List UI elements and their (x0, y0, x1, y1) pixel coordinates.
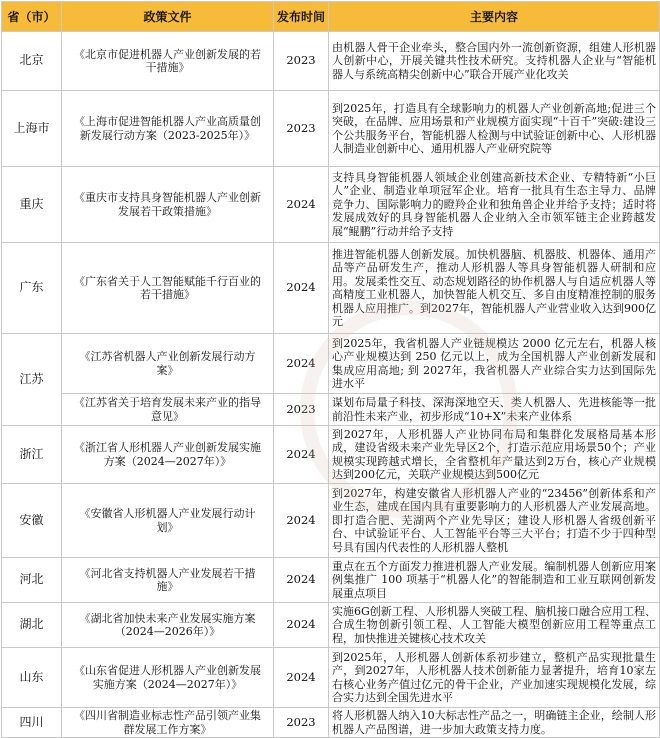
year-cell: 2024 (274, 334, 329, 394)
year-cell: 2023 (274, 91, 329, 167)
province-cell: 重庆 (2, 167, 62, 243)
policy-cell: 《河北省支持机器人产业发展若干措施》 (62, 558, 274, 603)
table-row (2, 558, 660, 603)
content-cell: 到2025年，打造具有全球影响力的机器人产业创新高地;促进三个突破，在品牌、应用场景和产业规模方面实现“十百千”突破:建设三个公共服务平台，智能机器人检测与中试验证创新中心、人形机器人制造业创新中心、通用机器人产业研究院等 (329, 91, 660, 167)
policy-cell: 《四川省制造业标志性产品引领产业集群发展工作方案》 (62, 708, 274, 738)
province-cell: 安徽 (2, 484, 62, 558)
year-cell: 2024 (274, 167, 329, 243)
province-cell: 北京 (2, 32, 62, 91)
content-cell: 谋划布局量子科技、深海深地空天、类人机器人、先进核能等一批前沿性未来产业，初步形成“10+X”未来产业体系 (329, 394, 660, 426)
table-row (2, 603, 660, 648)
province-cell: 广东 (2, 243, 62, 334)
year-cell: 2024 (274, 426, 329, 484)
province-cell: 湖北 (2, 603, 62, 648)
policy-cell: 《上海市促进智能机器人产业高质量创新发展行动方案（2023-2025年）》 (62, 91, 274, 167)
province-cell: 上海市 (2, 91, 62, 167)
table-row (2, 334, 660, 394)
year-cell: 2024 (274, 648, 329, 708)
year-cell: 2024 (274, 243, 329, 334)
content-cell: 到2027年，人形机器人产业协同布局和集群化发展格局基本形成，建设省级未来产业先导区2个，打造示范应用场景50个；产业规模实现跨越式增长，全省整机年产量达到2万台，核心产业规模达到200亿元，关联产业规模达到500亿元 (329, 426, 660, 484)
content-cell: 重点在五个方面发力推进机器人产业发展。编制机器人创新应用案例集推广 100 项基于“机器人化”的智能制造和工业互联网创新发展重点项目 (329, 558, 660, 603)
table-row (2, 484, 660, 558)
province-cell: 江苏 (2, 334, 62, 426)
province-cell: 山东 (2, 648, 62, 708)
table-header-row (2, 2, 660, 32)
year-cell: 2023 (274, 394, 329, 426)
policy-cell: 《湖北省加快未来产业发展实施方案（2024—2026年）》 (62, 603, 274, 648)
table-row (2, 394, 660, 426)
policy-cell: 《山东省促进人形机器人产业创新发展实施方案（2024—2027年）》 (62, 648, 274, 708)
policy-cell: 《江苏省关于培育发展未来产业的指导意见》 (62, 394, 274, 426)
table-row (2, 708, 660, 738)
year-cell: 2024 (274, 603, 329, 648)
province-cell: 四川 (2, 708, 62, 738)
year-cell: 2024 (274, 558, 329, 603)
table-row (2, 243, 660, 334)
policy-cell: 《安徽省人形机器人产业发展行动计划》 (62, 484, 274, 558)
content-cell: 支持具身智能机器人领域企业创建高新技术企业、专精特新“小巨人”企业、制造业单项冠军企业。培育一批具有生态主导力、品牌竞争力、国际影响力的瞪羚企业和独角兽企业并给予支持；适时将发展成效好的具身智能机器人企业纳入全市领军链主企业跨越发展“鲲鹏”行动并给予支持 (329, 167, 660, 243)
content-cell: 实施6G创新工程、人形机器人突破工程、脑机接口融合应用工程、合成生物创新引领工程、人工智能大模型创新应用工程等重点工程，加快推进关键核心技术攻关 (329, 603, 660, 648)
table-row (2, 167, 660, 243)
header-year: 发布时间 (274, 2, 329, 32)
content-cell: 到2027年，构建安徽省人形机器人产业的“23456”创新体系和产业生态，建成在国内具有重要影响力的人形机器人产业发展高地。即打造合肥、芜湖两个产业先导区；建设人形机器人省级创新平台、中试验证平台、人工智能平台等三大平台；打造不少于四种型号具有国内代表性的人形机器人整机 (329, 484, 660, 558)
year-cell: 2023 (274, 708, 329, 738)
policy-table (1, 1, 660, 738)
table-row (2, 91, 660, 167)
policy-cell: 《江苏省机器人产业创新发展行动方案》 (62, 334, 274, 394)
content-cell: 到2025年，我省机器人产业链规模达 2000 亿元左右，机器人核心产业规模达到 250 亿元以上，成为全国机器人产业创新发展和集成应用高地; 到 2027年，我省机器人产业综合实力达到国际先进水平 (329, 334, 660, 394)
content-cell: 由机器人骨干企业牵头，整合国内外一流创新资源，组建人形机器人创新中心，开展关键共性技术研究。支持机器人企业与“智能机器人与系统高精尖创新中心”联合开展产业化攻关 (329, 32, 660, 91)
header-province: 省（市） (2, 2, 62, 32)
content-cell: 将人形机器人纳入10大标志性产品之一，明确链主企业，绘制人形机器人产品图谱，进一步加大政策支持力度。 (329, 708, 660, 738)
table-row (2, 426, 660, 484)
header-policy: 政策文件 (62, 2, 274, 32)
province-cell: 河北 (2, 558, 62, 603)
year-cell: 2024 (274, 484, 329, 558)
table-row (2, 648, 660, 708)
policy-cell: 《广东省关于人工智能赋能千行百业的若干措施》 (62, 243, 274, 334)
policy-cell: 《北京市促进机器人产业创新发展的若干措施》 (62, 32, 274, 91)
content-cell: 推进智能机器人创新发展。加快机器脑、机器肢、机器体、通用产品等产品研发生产，推动人形机器人等具身智能机器人研制和应用。发展柔性交互、动态规划路径的协作机器人与自适应机器人等高精度工业机器人，加快智能人机交互、多自由度精准控制的服务机器人应用推广。到2027年，智能机器人产业营业收入达到900亿元 (329, 243, 660, 334)
content-cell: 到2025年，人形机器人创新体系初步建立，整机产品实现批量生产，到2027年，人形机器人技术创新能力显著提升，培育10家左右核心业务产值过亿元的骨干企业，产业加速实现规模化发展，综合实力达到全国先进水平 (329, 648, 660, 708)
province-cell: 浙江 (2, 426, 62, 484)
header-content: 主要内容 (329, 2, 660, 32)
table-row (2, 32, 660, 91)
policy-cell: 《浙江省人形机器人产业创新发展实施方案（2024—2027年）》 (62, 426, 274, 484)
year-cell: 2023 (274, 32, 329, 91)
policy-cell: 《重庆市支持具身智能机器人产业创新发展若干政策措施》 (62, 167, 274, 243)
